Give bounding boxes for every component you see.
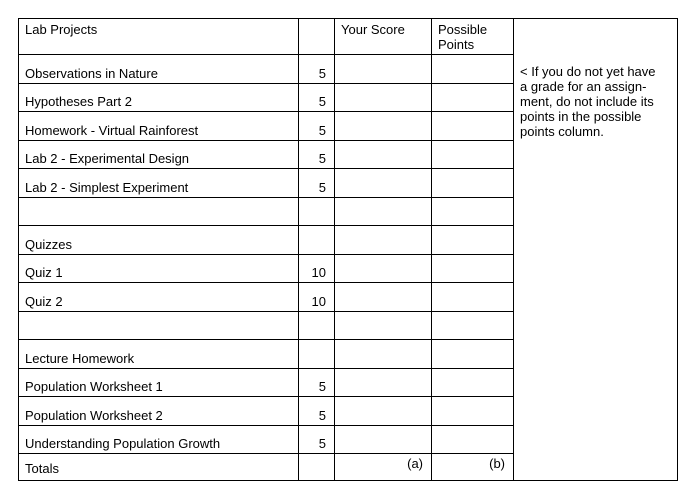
your-score-cell[interactable] (335, 112, 432, 141)
your-score-cell[interactable] (335, 226, 432, 255)
assignment-name: Homework - Virtual Rainforest (19, 112, 299, 141)
assignment-name (19, 311, 299, 340)
grade-table (18, 18, 678, 481)
assignment-name: Population Worksheet 2 (19, 397, 299, 426)
note-line: points in the possible (520, 109, 642, 124)
possible-points-cell[interactable] (432, 425, 514, 454)
note-line: ment, do not include its (520, 94, 654, 109)
assignment-name: Understanding Population Growth (19, 425, 299, 454)
instruction-note (514, 19, 678, 481)
total-score-cell[interactable]: (a) (335, 454, 432, 481)
your-score-cell[interactable] (335, 368, 432, 397)
possible-points-cell[interactable] (432, 311, 514, 340)
your-score-cell[interactable] (335, 283, 432, 312)
assignment-name: Observations in Nature (19, 55, 299, 84)
possible-points-cell[interactable] (432, 197, 514, 226)
possible-points-cell[interactable] (432, 55, 514, 84)
possible-points-cell[interactable] (432, 283, 514, 312)
assignment-name (19, 197, 299, 226)
your-score-cell[interactable] (335, 254, 432, 283)
assignment-points: 5 (299, 425, 335, 454)
totals-label: Totals (19, 454, 299, 481)
your-score-header: Your Score (335, 19, 432, 55)
assignment-points (299, 226, 335, 255)
possible-points-cell[interactable] (432, 226, 514, 255)
your-score-cell[interactable] (335, 140, 432, 169)
assignment-points: 5 (299, 368, 335, 397)
lab-projects-header: Lab Projects (19, 19, 299, 55)
assignment-name: Lecture Homework (19, 340, 299, 369)
possible-points-cell[interactable] (432, 169, 514, 198)
your-score-cell[interactable] (335, 425, 432, 454)
your-score-cell[interactable] (335, 83, 432, 112)
possible-points-cell[interactable] (432, 140, 514, 169)
assignment-points: 5 (299, 55, 335, 84)
assignment-name: Lab 2 - Simplest Experiment (19, 169, 299, 198)
assignment-points: 10 (299, 283, 335, 312)
total-possible-cell[interactable]: (b) (432, 454, 514, 481)
assignment-points: 5 (299, 397, 335, 426)
assignment-name: Quiz 1 (19, 254, 299, 283)
your-score-cell[interactable] (335, 311, 432, 340)
your-score-cell[interactable] (335, 340, 432, 369)
possible-points-cell[interactable] (432, 112, 514, 141)
assignment-name: Lab 2 - Experimental Design (19, 140, 299, 169)
assignment-name: Quizzes (19, 226, 299, 255)
points-header-cell (299, 19, 335, 55)
possible-points-header-line1: Possible (438, 22, 488, 37)
possible-points-cell[interactable] (432, 397, 514, 426)
assignment-points: 10 (299, 254, 335, 283)
your-score-cell[interactable] (335, 55, 432, 84)
totals-points-cell (299, 454, 335, 481)
assignment-points: 5 (299, 83, 335, 112)
assignment-points: 5 (299, 112, 335, 141)
possible-points-cell[interactable] (432, 83, 514, 112)
note-line: a grade for an assign- (520, 79, 647, 94)
note-line: points column. (520, 124, 604, 139)
your-score-cell[interactable] (335, 169, 432, 198)
note-line: < If you do not yet have (520, 64, 656, 79)
your-score-cell[interactable] (335, 197, 432, 226)
assignment-points (299, 340, 335, 369)
possible-points-cell[interactable] (432, 254, 514, 283)
possible-points-header-line2: Points (438, 37, 475, 52)
possible-points-cell[interactable] (432, 368, 514, 397)
assignment-points (299, 311, 335, 340)
assignment-points (299, 197, 335, 226)
header-row (19, 19, 678, 55)
assignment-points: 5 (299, 140, 335, 169)
assignment-name: Population Worksheet 1 (19, 368, 299, 397)
your-score-cell[interactable] (335, 397, 432, 426)
assignment-points: 5 (299, 169, 335, 198)
possible-points-cell[interactable] (432, 340, 514, 369)
assignment-name: Quiz 2 (19, 283, 299, 312)
possible-points-header (432, 19, 514, 55)
assignment-name: Hypotheses Part 2 (19, 83, 299, 112)
